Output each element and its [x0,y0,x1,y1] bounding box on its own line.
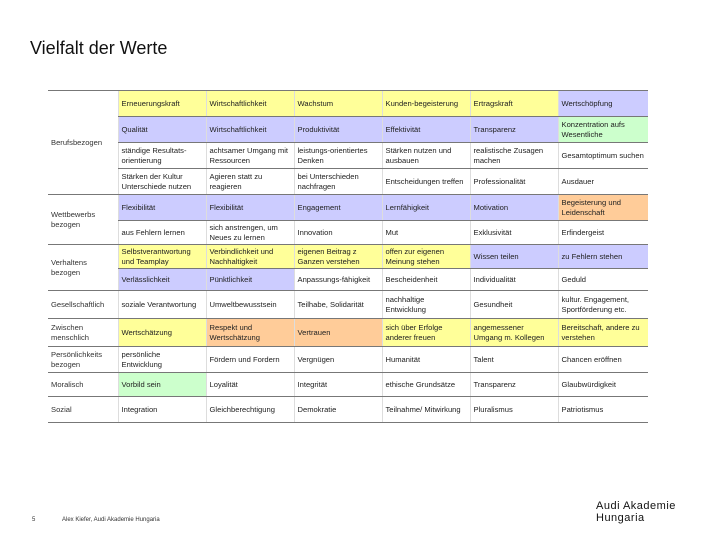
value-cell: Teilnahme/ Mitwirkung [382,397,470,423]
value-cell: sich anstrengen, um Neues zu lernen [206,221,294,245]
value-cell: Wertschöpfung [558,91,648,117]
value-cell: Chancen eröffnen [558,347,648,373]
value-cell: sich über Erfolge anderer freuen [382,319,470,347]
value-cell: Stärken der Kultur Unterschiede nutzen [118,169,206,195]
value-cell: Verbindlichkeit und Nachhaltigkeit [206,245,294,269]
category-label: Verhaltens bezogen [48,245,118,291]
value-cell: Respekt und Wertschätzung [206,319,294,347]
table-row [48,245,648,269]
value-cell: Lernfähigkeit [382,195,470,221]
value-cell: Pünktlichkeit [206,269,294,291]
value-cell: Gleichberechtigung [206,397,294,423]
value-cell: Loyalität [206,373,294,397]
value-cell: Begeisterung und Leidenschaft [558,195,648,221]
value-cell: Vorbild sein [118,373,206,397]
value-cell: Integrität [294,373,382,397]
value-cell: Umweltbewusstsein [206,291,294,319]
value-cell: Humanität [382,347,470,373]
table-row [48,195,648,221]
value-cell: soziale Verantwortung [118,291,206,319]
value-cell: Ausdauer [558,169,648,195]
value-cell: offen zur eigenen Meinung stehen [382,245,470,269]
value-cell: zu Fehlern stehen [558,245,648,269]
table-row [48,319,648,347]
value-cell: Demokratie [294,397,382,423]
value-cell: Flexibilität [206,195,294,221]
values-table [48,90,648,423]
value-cell: Mut [382,221,470,245]
value-cell: nachhaltige Entwicklung [382,291,470,319]
value-cell: Fördern und Fordern [206,347,294,373]
value-cell: Pluralismus [470,397,558,423]
table-row [48,373,648,397]
value-cell: Transparenz [470,373,558,397]
value-cell: Stärken nutzen und ausbauen [382,143,470,169]
value-cell: realistische Zusagen machen [470,143,558,169]
value-cell: Vertrauen [294,319,382,347]
value-cell: Talent [470,347,558,373]
value-cell: Wertschätzung [118,319,206,347]
table-row [48,117,648,143]
value-cell: Anpassungs-fähigkeit [294,269,382,291]
value-cell: Wachstum [294,91,382,117]
value-cell: Individualität [470,269,558,291]
value-cell: Qualität [118,117,206,143]
value-cell: angemessener Umgang m. Kollegen [470,319,558,347]
value-cell: Wirtschaftlichkeit [206,117,294,143]
table-row [48,169,648,195]
logo-line-1: Audi Akademie [596,500,676,512]
value-cell: Ertragskraft [470,91,558,117]
table-row [48,291,648,319]
table-row [48,347,648,373]
value-cell: Glaubwürdigkeit [558,373,648,397]
value-cell: Geduld [558,269,648,291]
logo-line-2: Hungaria [596,512,645,524]
value-cell: Entscheidungen treffen [382,169,470,195]
category-label: Wettbewerbs bezogen [48,195,118,245]
category-label: Moralisch [48,373,118,397]
page-number: 5 [32,517,36,523]
value-cell: Wirtschaftlichkeit [206,91,294,117]
value-cell: Bescheidenheit [382,269,470,291]
value-cell: Integration [118,397,206,423]
category-label: Berufsbezogen [48,91,118,195]
value-cell: Selbstverantwortung und Teamplay [118,245,206,269]
value-cell: Bereitschaft, andere zu verstehen [558,319,648,347]
value-cell: kultur. Engagement, Sportförderung etc. [558,291,648,319]
value-cell: Erneuerungskraft [118,91,206,117]
value-cell: eigenen Beitrag z Ganzen verstehen [294,245,382,269]
value-cell: leistungs-orientiertes Denken [294,143,382,169]
value-cell: Gesundheit [470,291,558,319]
category-label: Persönlichkeits bezogen [48,347,118,373]
value-cell: Produktivität [294,117,382,143]
value-cell: Gesamtoptimum suchen [558,143,648,169]
table-row [48,221,648,245]
value-cell: Erfindergeist [558,221,648,245]
value-cell: Verlässlichkeit [118,269,206,291]
table-row [48,269,648,291]
logo [596,500,696,524]
table-row [48,397,648,423]
value-cell: ethische Grundsätze [382,373,470,397]
category-label: Gesellschaftlich [48,291,118,319]
category-label: Zwischen menschlich [48,319,118,347]
value-cell: Transparenz [470,117,558,143]
category-label: Sozial [48,397,118,423]
value-cell: Professionalität [470,169,558,195]
value-cell: Effektivität [382,117,470,143]
value-cell: Vergnügen [294,347,382,373]
value-cell: persönliche Entwicklung [118,347,206,373]
value-cell: Wissen teilen [470,245,558,269]
value-cell: Konzentration aufs Wesentliche [558,117,648,143]
page-title: Vielfalt der Werte [30,38,168,58]
value-cell: Agieren statt zu reagieren [206,169,294,195]
table-row [48,143,648,169]
value-cell: Flexibilität [118,195,206,221]
value-cell: achtsamer Umgang mit Ressourcen [206,143,294,169]
value-cell: Exklusivität [470,221,558,245]
value-cell: Teilhabe, Solidarität [294,291,382,319]
value-cell: Engagement [294,195,382,221]
value-cell: ständige Resultats-orientierung [118,143,206,169]
footer-text: Alex Kiefer, Audi Akademie Hungaria [62,517,160,523]
value-cell: Kunden-begeisterung [382,91,470,117]
table-row [48,91,648,117]
value-cell: Motivation [470,195,558,221]
value-cell: bei Unterschieden nachfragen [294,169,382,195]
value-cell: Patriotismus [558,397,648,423]
value-cell: aus Fehlern lernen [118,221,206,245]
value-cell: Innovation [294,221,382,245]
